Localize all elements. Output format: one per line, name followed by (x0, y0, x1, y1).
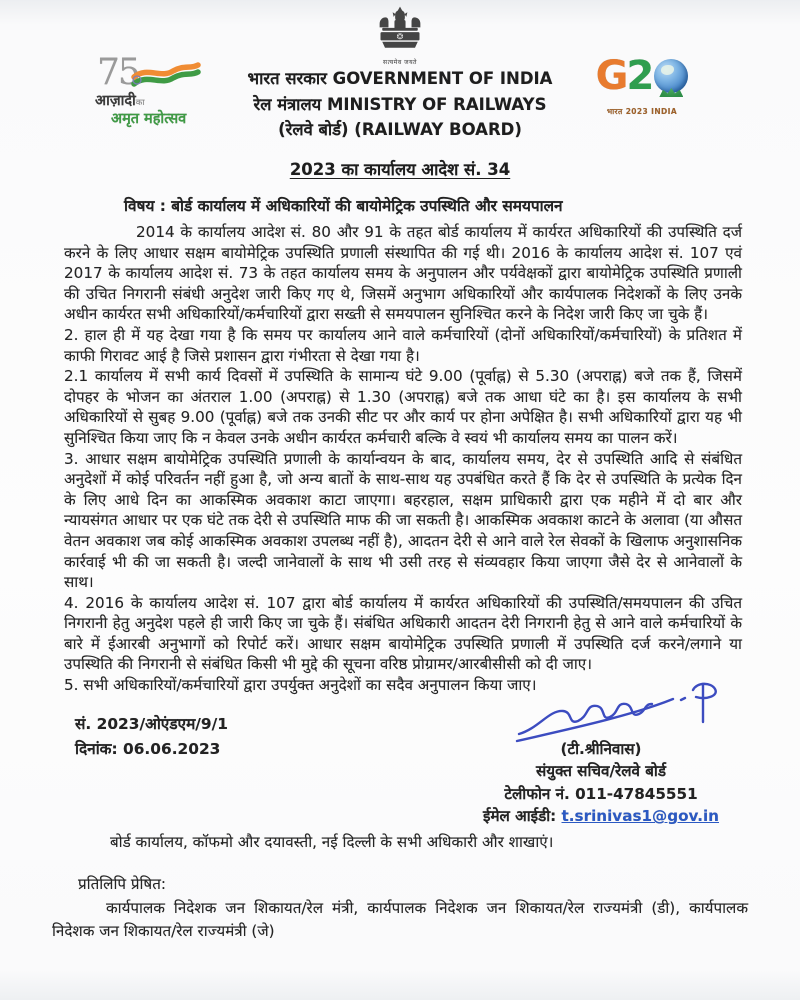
national-emblem-icon (374, 4, 426, 56)
signatory-name: (टी.श्रीनिवास) (560, 739, 642, 758)
signatory-email-line (446, 805, 756, 828)
signatory-block (446, 738, 756, 828)
paragraph-2-1: 2.1 कार्यालय में सभी कार्य दिवसों में उपस्थिति के सामान्य घंटे 9.00 (पूर्वाह्न) से 5.30 (अपराह्न) बजे तक हैं, जिसमें दोपहर के भोजन का अंतराल 1.00 (अपराह्न) से 1.30 (अपराह्न) बजे तक आधा घंटे का है। इस कार्यालय के सभी अधिकारियों से सुबह 9.00 (पूर्वाह्न) बजे तक उनकी सीट पर और कार्य पर होना अपेक्षित है। सभी अधिकारियों द्वारा यह भी सुनिश्चित किया जाए कि न केवल उनके अधीन कार्यरत कर्मचारी बल्कि वे स्वयं भी कार्यालय समय का पालन करें। (64, 367, 742, 447)
order-body (0, 222, 800, 696)
email-link[interactable]: t.srinivas1@gov.in (561, 807, 719, 826)
reference-signature-row (0, 704, 800, 826)
org-line-railway-board: (रेलवे बोर्ड) (RAILWAY BOARD) (278, 120, 522, 139)
reference-block (75, 712, 228, 762)
order-title: 2023 का कार्यालय आदेश सं. 34 (289, 160, 511, 179)
azadi-mahotsav-logo (95, 52, 225, 128)
order-subject: विषय : बोर्ड कार्यालय में अधिकारियों की बायोमेट्रिक उपस्थिति और समयपालन (124, 197, 563, 215)
azadi-word1: आज़ादी (95, 93, 136, 109)
distribution-line: बोर्ड कार्यालय, कॉफमो और दयावस्ती, नई दिल्ली के सभी अधिकारी और शाखाएं। (110, 832, 554, 851)
paragraph-4: 4. 2016 के कार्यालय आदेश सं. 107 द्वारा बोर्ड कार्यालय में कार्यरत अधिकारियों की उपस्थिति/समयपालन की उचित निगरानी हेतु अनुदेश पहले ही जारी किए जा चुके हैं। संबंधित अधिकारी आदतन देरी निगरानी हेतु से आने वाले कर्मचारियों के बारे में ईआरबी अनुभागों को रिपोर्ट करें। आधार सक्षम बायोमेट्रिक उपस्थिति प्रणाली में उपस्थिति दर्ज करने/लगाने या उपस्थिति की निगरानी से संबंधित किसी भी मुद्दे की सूचना वरिष्ठ प्रोग्रामर/आरबीसीसी को दी जाए। (64, 593, 742, 674)
flag-wave-icon (131, 62, 201, 90)
signatory-phone: टेलीफोन नं. 011-47845551 (504, 784, 698, 803)
g20-logo (578, 52, 706, 117)
emblem-motto: सत्यमेव जयते (383, 59, 417, 66)
copy-to-list: कार्यपालक निदेशक जन शिकायत/रेल मंत्री, कार्यपालक निदेशक जन शिकायत/रेल राज्यमंत्री (डी), कार्यपालक निदेशक जन शिकायत/रेल राज्यमंत्री (जे) (52, 898, 748, 940)
azadi-word1-suffix: का (135, 98, 145, 108)
reference-date: दिनांक: 06.06.2023 (75, 739, 221, 758)
copy-to-label: प्रतिलिपि प्रेषित: (78, 874, 166, 893)
azadi-word-amrit-mahotsav: अमृत महोत्सव (111, 111, 187, 127)
paragraph-1: 2014 के कार्यालय आदेश सं. 80 और 91 के तहत बोर्ड कार्यालय में कार्यरत अधिकारियों की उपस्थिति दर्ज करने के लिए आधार सक्षम बायोमेट्रिक उपस्थिति प्रणाली संस्थापित की गई थी। 2016 के कार्यालय आदेश सं. 107 एवं 2017 के कार्यालय आदेश सं. 73 के तहत कार्यालय समय के अनुपालन और पर्यवेक्षकों द्वारा बायोमेट्रिक उपस्थिति प्रणाली की उचित निगरानी संबंधी अनुदेश जारी किए गए थे, जिसमें अनुभाग अधिकारियों और कार्यपालक निदेशकों के लिए उनके अधीन कार्यरत सभी अधिकारियों/कर्मचारियों द्वारा सख्ती से समयपालन सुनिश्चित करने के निदेश जारी किए जा चुके हैं। (64, 223, 742, 324)
g20-digit-2: 2 (626, 53, 653, 99)
org-line-government: भारत सरकार GOVERNMENT OF INDIA (247, 69, 553, 88)
signatory-designation: संयुक्त सचिव/रेलवे बोर्ड (536, 762, 666, 781)
azadi-word-azadi (95, 94, 225, 111)
paragraph-5: 5. सभी अधिकारियों/कर्मचारियों द्वारा उपर्युक्त अनुदेशों का सदैव अनुपालन किया जाए। (64, 676, 537, 695)
g20-caption: भारत 2023 INDIA (606, 107, 678, 116)
g20-letter-g: G (595, 53, 627, 99)
letterhead (0, 0, 800, 148)
paragraph-3: 3. आधार सक्षम बायोमेट्रिक उपस्थिति प्रणाली के कार्यान्वयन के बाद, कार्यालय समय, देर से उपस्थिति आदि से संबंधित अनुदेशों में कोई परिवर्तन नहीं हुआ है, जो अन्य बातों के साथ-साथ यह उपबंधित करते हैं कि देर से उपस्थिति के प्रत्येक दिन के लिए आधे दिन का आकस्मिक अवकाश काटा जाएगा। बहरहाल, सक्षम प्राधिकारी द्वारा एक महीने में दो बार और न्यायसंगत आधार पर एक घंटे तक देरी से उपस्थिति माफ की जा सकती है। आकस्मिक अवकाश काटने के अलावा (या औसत वेतन अवकाश जब कोई आकस्मिक अवकाश उपलब्ध नहीं है), आदतन देरी से आने वाले रेल सेवकों के खिलाफ अनुशासनिक कार्रवाई भी की जा सकती है। जल्दी जानेवालों के साथ भी उसी तरह से संव्यवहार किया जाएगा जैसे देर से आनेवालों के साथ। (64, 449, 742, 592)
email-label: ईमेल आईडी: (482, 807, 562, 826)
paragraph-2: 2. हाल ही में यह देखा गया है कि समय पर कार्यालय आने वाले कर्मचारियों (दोनों अधिकारियों/कर्मचारियों) के प्रतिशत में काफी गिरावट आई है जिसे प्रशासन द्वारा गंभीरता से देखा गया है। (64, 325, 742, 365)
globe-lotus-icon (654, 59, 688, 93)
org-line-ministry: रेल मंत्रालय MINISTRY OF RAILWAYS (253, 94, 547, 114)
reference-number: सं. 2023/ओएंडएम/9/1 (75, 714, 228, 733)
azadi-75-numeral: 75 (97, 52, 139, 93)
